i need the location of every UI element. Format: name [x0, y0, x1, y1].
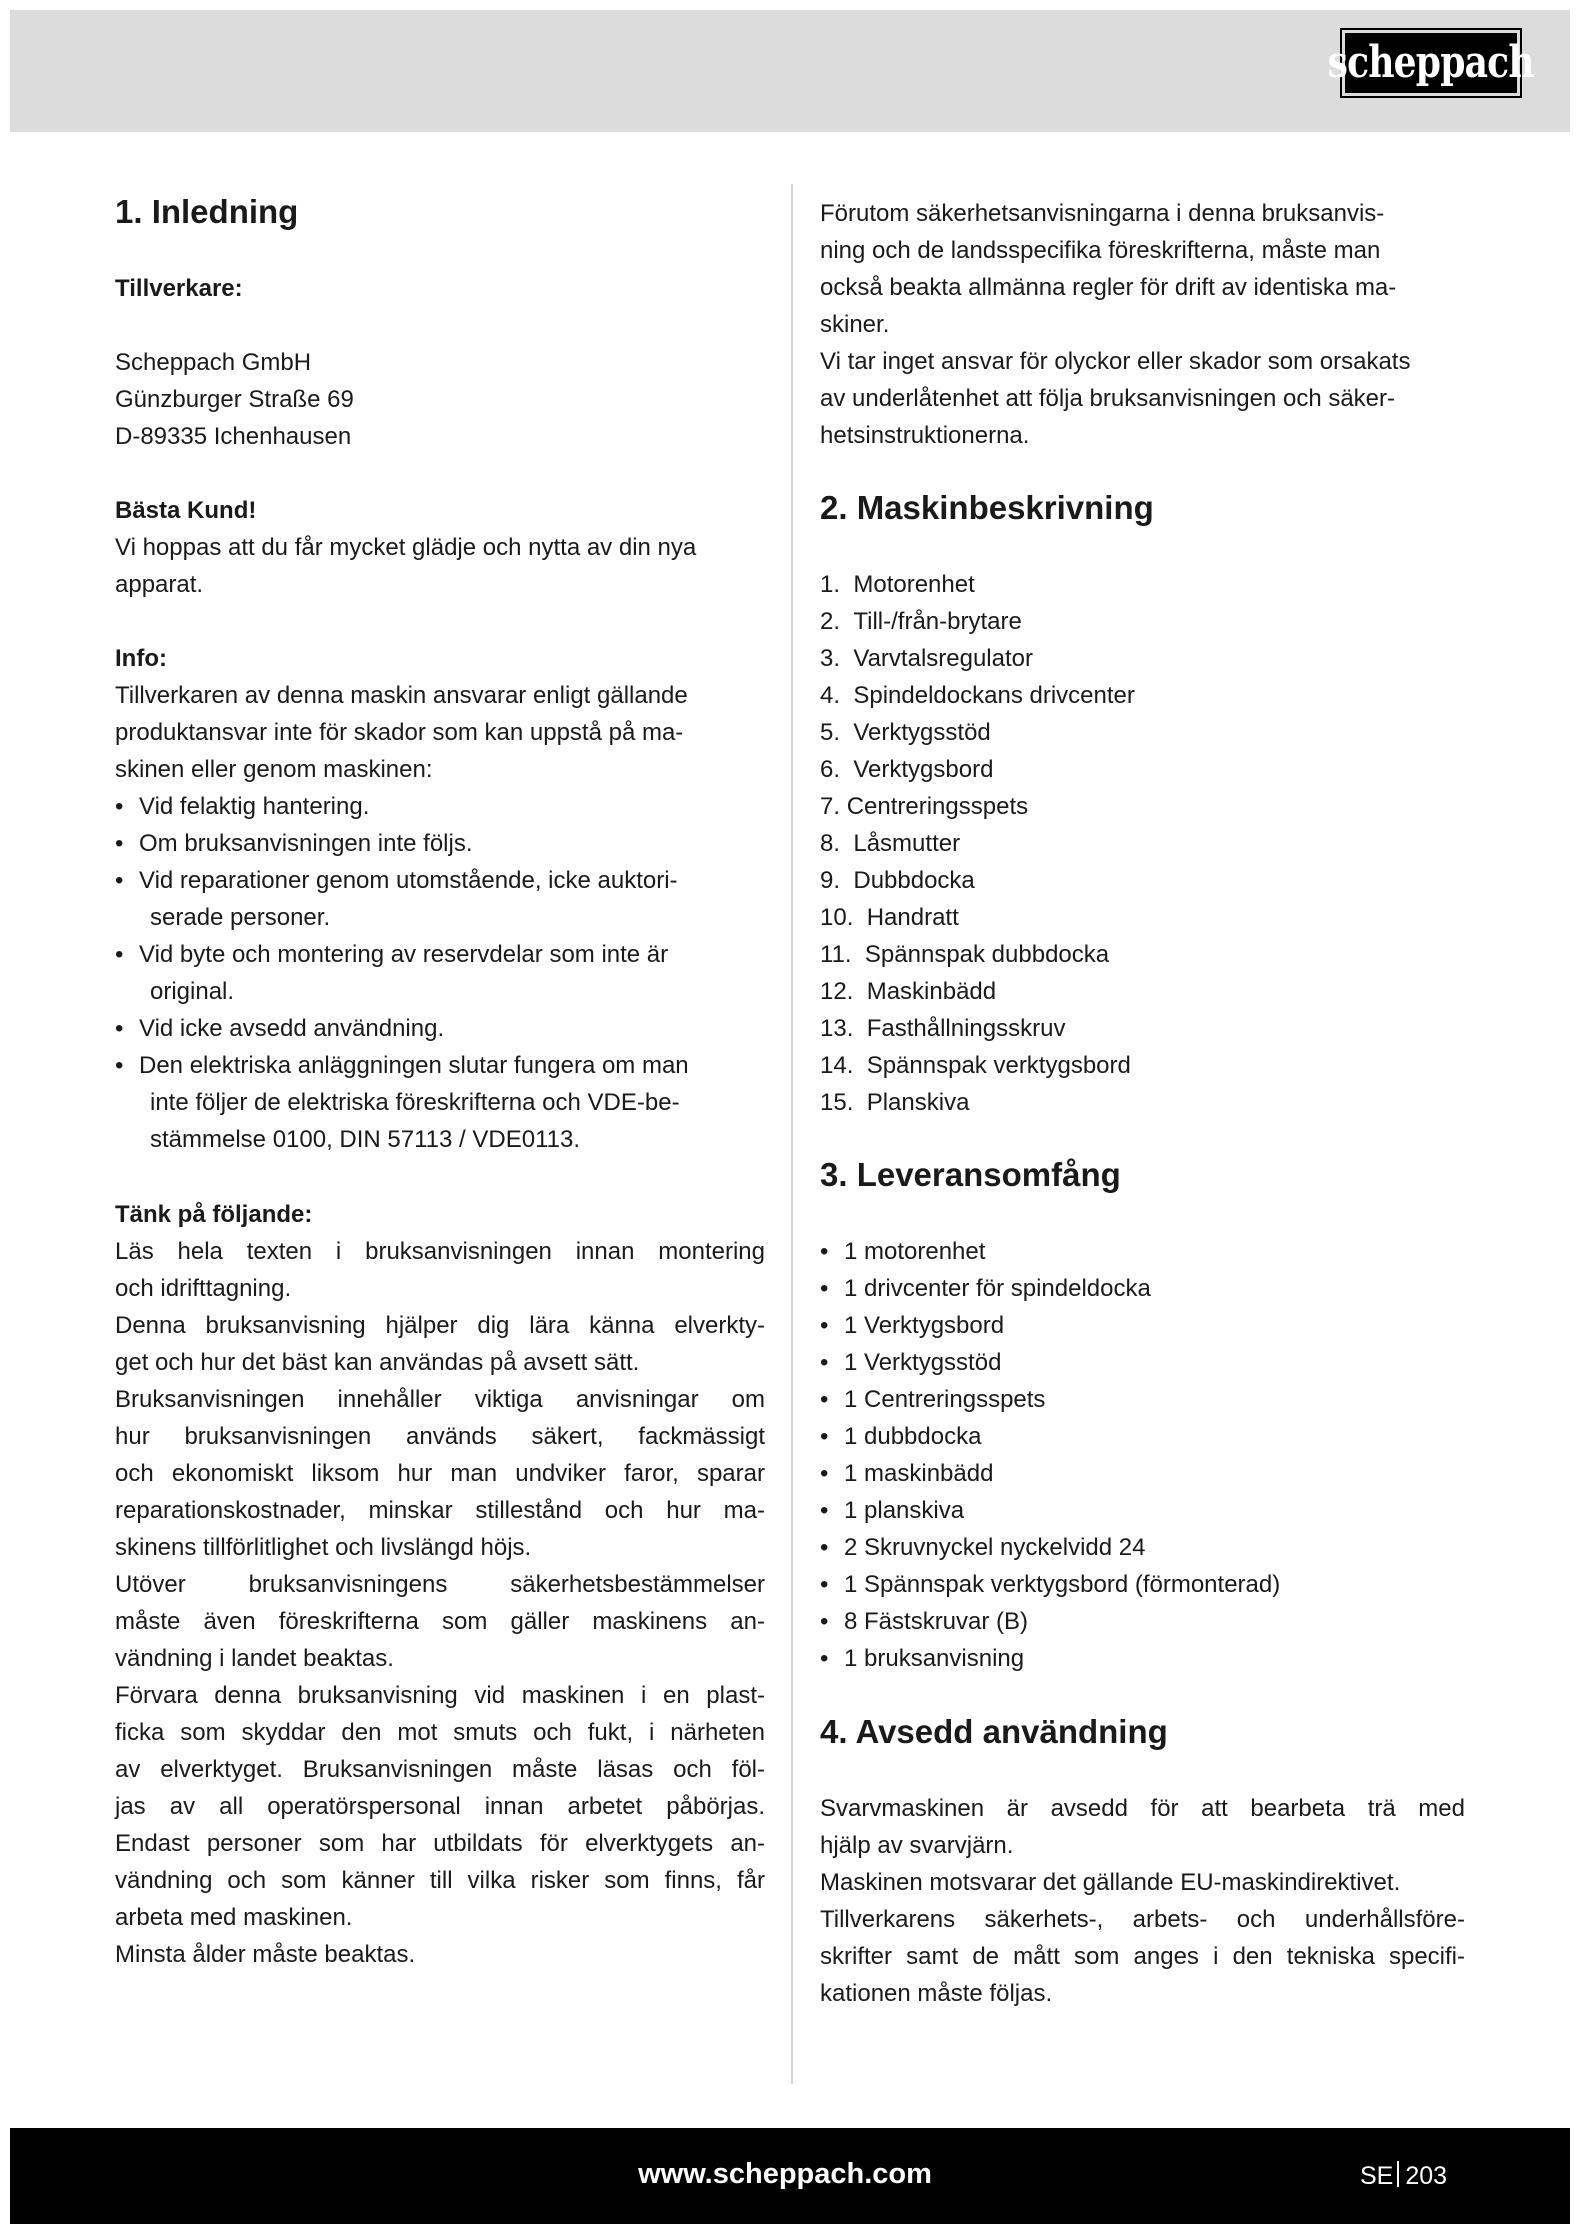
part-label: Verktygsstöd [853, 719, 991, 746]
delivery-item-text: 1 motorenhet [844, 1238, 986, 1265]
part-item [820, 825, 1465, 862]
text-line: Vi hoppas att du får mycket glädje och nytta av din nya [115, 534, 697, 561]
text-line: ning och de landsspecifika föreskrifterna, måste man [820, 237, 1381, 264]
intended-use-text [820, 1790, 1465, 2012]
info-bullet: • Vid icke avsedd användning. [115, 1010, 765, 1047]
text-line: Vi tar inget ansvar för olyckor eller skador som orsakats [820, 348, 1411, 375]
section-1-heading: 1. Inledning [115, 193, 299, 230]
part-label: Handratt [866, 904, 959, 931]
text-line: måste även föreskrifterna som gäller maskinens an- [115, 1608, 765, 1635]
delivery-item-text: 1 Centreringsspets [844, 1386, 1046, 1413]
address-line: Günzburger Straße 69 [115, 386, 354, 413]
section-2-heading: 2. Maskinbeskrivning [820, 489, 1154, 526]
page-separator [1397, 2161, 1399, 2187]
text-line: skinen eller genom maskinen: [115, 756, 433, 783]
text-line: och idrifttagning. [115, 1275, 292, 1302]
part-number: 12. [820, 978, 867, 1005]
delivery-item: • 1 maskinbädd [820, 1455, 1465, 1492]
text-line: hetsinstruktionerna. [820, 422, 1030, 449]
text-line: Bruksanvisningen innehåller viktiga anvisningar om [115, 1386, 765, 1413]
part-label: Låsmutter [853, 830, 961, 857]
part-label: Varvtalsregulator [853, 645, 1033, 672]
consider-label: Tänk på följande: [115, 1201, 313, 1228]
text-line: vändning i landet beaktas. [115, 1645, 394, 1672]
scheppach-logo [1327, 30, 1535, 96]
info-block [115, 640, 765, 1158]
text-line: Endast personer som har utbildats för elverktygets an- [115, 1830, 765, 1857]
part-label: Dubbdocka [853, 867, 975, 894]
text-line: av elverktyget. Bruksanvisningen måste läsas och föl- [115, 1756, 765, 1783]
page-number-value: 203 [1405, 2162, 1448, 2190]
part-label: Spännspak verktygsbord [866, 1052, 1131, 1079]
parts-list [820, 566, 1465, 1121]
delivery-item: • 1 planskiva [820, 1492, 1465, 1529]
delivery-item-text: 1 dubbdocka [844, 1423, 982, 1450]
part-number: 4. [820, 682, 854, 709]
text-line: vändning och som känner till vilka risker som finns, får [115, 1867, 765, 1894]
info-label: Info: [115, 645, 167, 672]
part-item [820, 714, 1465, 751]
text-line: och ekonomiskt liksom hur man undviker faror, sparar [115, 1460, 765, 1487]
delivery-item-text: 1 Spännspak verktygsbord (förmonterad) [844, 1571, 1281, 1598]
delivery-item: • 1 drivcenter för spindeldocka [820, 1270, 1465, 1307]
text-line: Förutom säkerhetsanvisningarna i denna bruksanvis- [820, 200, 1385, 227]
part-item [820, 1010, 1465, 1047]
language-code: SE [1360, 2162, 1394, 2190]
text-line: skinens tillförlitlighet och livslängd höjs. [115, 1534, 532, 1561]
delivery-item: • 1 Centreringsspets [820, 1381, 1465, 1418]
info-bullet: • Vid reparationer genom utomstående, icke auktori- [115, 862, 765, 899]
delivery-item: • 2 Skruvnyckel nyckelvidd 24 [820, 1529, 1465, 1566]
text-line: apparat. [115, 571, 204, 598]
page-number [1360, 2158, 1447, 2194]
text-line: produktansvar inte för skador som kan uppstå på ma- [115, 719, 684, 746]
part-number: 3. [820, 645, 854, 672]
delivery-item: • 1 Spännspak verktygsbord (förmonterad) [820, 1566, 1465, 1603]
section-3-heading: 3. Leveransomfång [820, 1156, 1121, 1193]
part-item [820, 677, 1465, 714]
bullet-continuation: stämmelse 0100, DIN 57113 / VDE0113. [150, 1126, 581, 1153]
part-label: Till-/från-brytare [853, 608, 1022, 635]
consider-block [115, 1196, 765, 1973]
text-line: Utöver bruksanvisningens säkerhetsbestämmelser [115, 1571, 765, 1598]
delivery-item: • 1 bruksanvisning [820, 1640, 1465, 1677]
text-line: ficka som skyddar den mot smuts och fukt, i närheten [115, 1719, 765, 1746]
column-divider [791, 184, 793, 2084]
part-label: Maskinbädd [866, 978, 997, 1005]
text-line: hur bruksanvisningen används säkert, fackmässigt [115, 1423, 765, 1450]
text-line: Svarvmaskinen är avsedd för att bearbeta trä med [820, 1795, 1465, 1822]
delivery-item-text: 1 maskinbädd [844, 1460, 994, 1487]
bullet-text: Om bruksanvisningen inte följs. [139, 830, 473, 857]
part-number: 8. [820, 830, 854, 857]
info-bullet: • Vid felaktig hantering. [115, 788, 765, 825]
text-line: skrifter samt de mått som anges i den tekniska specifi- [820, 1943, 1465, 1970]
text-line: skiner. [820, 311, 890, 338]
bullet-text: Vid icke avsedd användning. [139, 1015, 445, 1042]
delivery-item-text: 1 drivcenter för spindeldocka [844, 1275, 1151, 1302]
part-label: Motorenhet [853, 571, 975, 598]
part-item [820, 640, 1465, 677]
text-line: arbeta med maskinen. [115, 1904, 353, 1931]
part-label: Spännspak dubbdocka [864, 941, 1110, 968]
part-label: Centreringsspets [846, 793, 1029, 820]
bullet-continuation: inte följer de elektriska föreskrifterna och VDE-be- [150, 1089, 680, 1116]
delivery-item: • 1 Verktygsbord [820, 1307, 1465, 1344]
part-number: 14. [820, 1052, 867, 1079]
address-line: D-89335 Ichenhausen [115, 423, 352, 450]
manufacturer-label: Tillverkare: [115, 275, 243, 302]
bullet-continuation: original. [150, 978, 235, 1005]
part-number: 7. [820, 793, 847, 820]
bullet-text: Vid byte och montering av reservdelar som inte är [139, 941, 669, 968]
part-item [820, 936, 1465, 973]
address-line: Scheppach GmbH [115, 349, 312, 376]
delivery-item-text: 2 Skruvnyckel nyckelvidd 24 [844, 1534, 1146, 1561]
part-label: Planskiva [866, 1089, 970, 1116]
text-line: get och hur det bäst kan användas på avsett sätt. [115, 1349, 640, 1376]
part-number: 1. [820, 571, 854, 598]
text-line: av underlåtenhet att följa bruksanvisningen och säker- [820, 385, 1396, 412]
part-item [820, 899, 1465, 936]
intro-text [820, 195, 1465, 454]
dear-customer-block [115, 492, 765, 603]
text-line: Maskinen motsvarar det gällande EU-maskindirektivet. [820, 1869, 1401, 1896]
part-item [820, 566, 1465, 603]
bullet-text: Vid felaktig hantering. [139, 793, 370, 820]
delivery-item-text: 8 Fästskruvar (B) [844, 1608, 1029, 1635]
delivery-item: • 1 dubbdocka [820, 1418, 1465, 1455]
delivery-item-text: 1 Verktygsbord [844, 1312, 1005, 1339]
part-number: 13. [820, 1015, 867, 1042]
part-item [820, 603, 1465, 640]
delivery-item-text: 1 Verktygsstöd [844, 1349, 1002, 1376]
part-label: Fasthållningsskruv [866, 1015, 1066, 1042]
text-line: Läs hela texten i bruksanvisningen innan montering [115, 1238, 765, 1265]
part-item [820, 1084, 1465, 1121]
part-label: Verktygsbord [853, 756, 994, 783]
bullet-text: Vid reparationer genom utomstående, icke auktori- [139, 867, 678, 894]
dear-customer-label: Bästa Kund! [115, 497, 257, 524]
part-number: 9. [820, 867, 854, 894]
part-item [820, 1047, 1465, 1084]
text-line: Minsta ålder måste beaktas. [115, 1941, 416, 1968]
part-number: 15. [820, 1089, 867, 1116]
part-item [820, 788, 1465, 825]
part-label: Spindeldockans drivcenter [853, 682, 1135, 709]
part-number: 6. [820, 756, 854, 783]
part-number: 2. [820, 608, 854, 635]
consider-text [115, 1233, 765, 1973]
part-number: 5. [820, 719, 854, 746]
part-item [820, 862, 1465, 899]
text-line: Tillverkaren av denna maskin ansvarar enligt gällande [115, 682, 688, 709]
part-item [820, 973, 1465, 1010]
text-line: jas av all operatörspersonal innan arbetet påbörjas. [115, 1793, 765, 1820]
delivery-item: • 1 motorenhet [820, 1233, 1465, 1270]
delivery-item: • 1 Verktygsstöd [820, 1344, 1465, 1381]
text-line: reparationskostnader, minskar stillestånd och hur ma- [115, 1497, 765, 1524]
bullet-continuation: serade personer. [150, 904, 331, 931]
delivery-item-text: 1 planskiva [844, 1497, 965, 1524]
delivery-item: • 8 Fästskruvar (B) [820, 1603, 1465, 1640]
part-number: 10. [820, 904, 867, 931]
delivery-item-text: 1 bruksanvisning [844, 1645, 1025, 1672]
manufacturer-address [115, 344, 765, 455]
info-bullet: • Den elektriska anläggningen slutar fungera om man [115, 1047, 765, 1084]
text-line: Förvara denna bruksanvisning vid maskinen i en plast- [115, 1682, 765, 1709]
part-item [820, 751, 1465, 788]
bullet-text: Den elektriska anläggningen slutar fungera om man [139, 1052, 689, 1079]
info-bullet: • Om bruksanvisningen inte följs. [115, 825, 765, 862]
text-line: kationen måste följas. [820, 1980, 1053, 2007]
part-number: 11. [820, 941, 865, 968]
logo-text: scheppach [1327, 37, 1535, 88]
text-line: hjälp av svarvjärn. [820, 1832, 1014, 1859]
delivery-list [820, 1233, 1465, 1677]
info-bullet: • Vid byte och montering av reservdelar som inte är [115, 936, 765, 973]
text-line: Tillverkarens säkerhets-, arbets- och underhållsföre- [820, 1906, 1465, 1933]
text-line: också beakta allmänna regler för drift av identiska ma- [820, 274, 1397, 301]
section-4-heading: 4. Avsedd användning [820, 1713, 1168, 1750]
text-line: Denna bruksanvisning hjälper dig lära känna elverkty- [115, 1312, 765, 1339]
footer-website-link[interactable]: www.scheppach.com [638, 2158, 932, 2190]
